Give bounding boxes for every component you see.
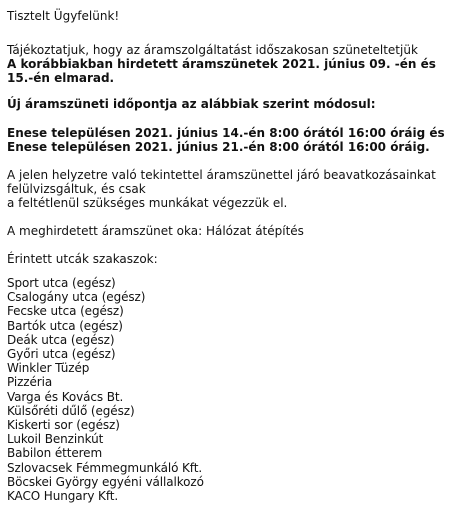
list-item: Bartók utca (egész) bbox=[7, 318, 123, 333]
review-line-2: felülvizsgáltuk, és csak bbox=[7, 182, 146, 196]
review-line-1: A jelen helyzetre való tekintettel áramszünettel járó beavatkozásainkat bbox=[7, 168, 436, 182]
list-item: Deák utca (egész) bbox=[7, 332, 115, 347]
list-item: Külsőréti dűlő (egész) bbox=[7, 403, 135, 418]
outage-reason: A meghirdetett áramszünet oka: Hálózat átépítés bbox=[7, 224, 304, 238]
intro-text: Tájékoztatjuk, hogy az áramszolgáltatást időszakosan szüneteltetjük bbox=[7, 43, 418, 57]
list-item: Szlovacsek Fémmegmunkáló Kft. bbox=[7, 460, 203, 475]
street-list bbox=[7, 276, 204, 503]
list-item: Csalogány utca (egész) bbox=[7, 290, 146, 305]
list-item: KACO Hungary Kft. bbox=[7, 489, 119, 504]
schedule-line-2: Enese településen 2021. június 21.-én 8:00 órától 16:00 óráig. bbox=[7, 140, 430, 154]
schedule-line-1: Enese településen 2021. június 14.-én 8:00 órától 16:00 óráig és bbox=[7, 126, 445, 140]
greeting: Tisztelt Ügyfelünk! bbox=[7, 9, 120, 23]
list-item: Pizzéria bbox=[7, 375, 53, 390]
list-item: Kiskerti sor (egész) bbox=[7, 418, 120, 433]
list-item: Lukoil Benzinkút bbox=[7, 432, 104, 447]
list-item: Sport utca (egész) bbox=[7, 276, 116, 290]
list-item: Fecske utca (egész) bbox=[7, 304, 124, 319]
affected-heading: Érintett utcák szakaszok: bbox=[7, 252, 158, 266]
list-item: Winkler Tüzép bbox=[7, 361, 90, 376]
review-line-3: a feltétlenül szükséges munkákat végezzük el. bbox=[7, 196, 288, 210]
list-item: Babilon étterem bbox=[7, 446, 103, 461]
list-item: Böcskei György egyéni vállalkozó bbox=[7, 474, 204, 489]
new-date-heading: Új áramszüneti időpontja az alábbiak szerint módosul: bbox=[7, 97, 376, 111]
list-item: Győri utca (egész) bbox=[7, 347, 116, 362]
cancelled-notice: A korábbiakban hirdetett áramszünetek 2021. június 09. -én és 15.-én elmarad. bbox=[7, 57, 436, 85]
list-item: Varga és Kovács Bt. bbox=[7, 389, 124, 404]
